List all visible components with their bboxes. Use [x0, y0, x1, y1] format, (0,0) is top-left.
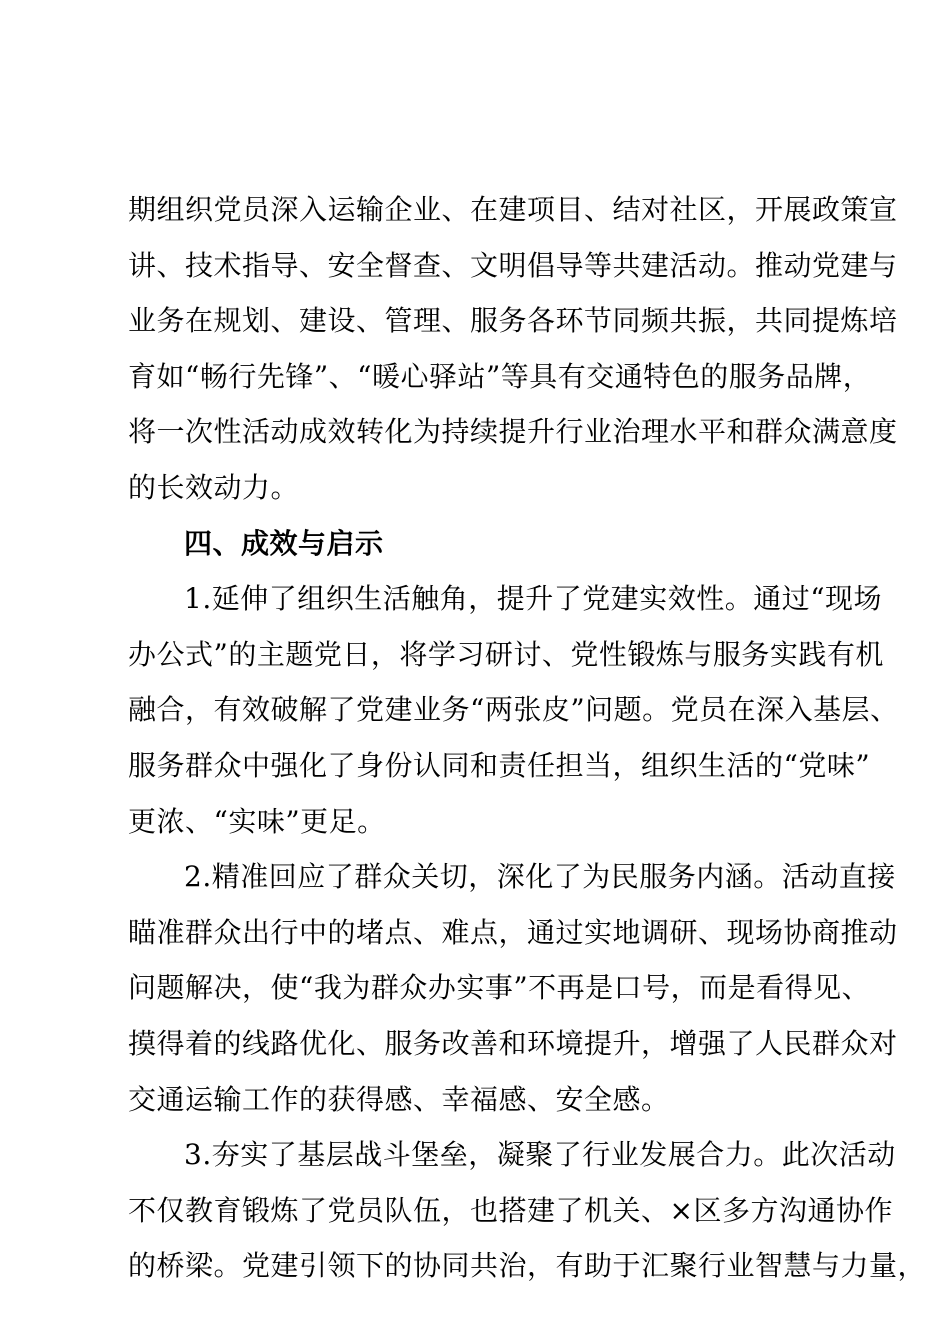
paragraph-line: 融合，有效破解了党建业务“两张皮”问题。党员在深入基层、 [128, 693, 899, 727]
paragraph-line: 育如“畅行先锋”、“暖心驿站”等具有交通特色的服务品牌， [128, 359, 872, 393]
paragraph-line: 期组织党员深入运输企业、在建项目、结对社区，开展政策宣 [128, 193, 898, 226]
paragraph-line: 2.精准回应了群众关切，深化了为民服务内涵。活动直接 [184, 860, 896, 894]
paragraph-line: 将一次性活动成效转化为持续提升行业治理水平和群众满意度 [128, 415, 898, 449]
paragraph-line: 办公式”的主题党日，将学习研讨、党性锻炼与服务实践有机 [128, 637, 884, 671]
paragraph-line: 的长效动力。 [128, 470, 300, 504]
paragraph-line: 瞄准群众出行中的堵点、难点，通过实地调研、现场协商推动 [128, 915, 898, 949]
paragraph-line: 服务群众中强化了身份认同和责任担当，组织生活的“党味” [128, 748, 871, 782]
paragraph-line: 的桥梁。党建引领下的协同共治，有助于汇聚行业智慧与力量， [128, 1249, 927, 1283]
paragraph-line: 3.夯实了基层战斗堡垒，凝聚了行业发展合力。此次活动 [184, 1138, 896, 1172]
paragraph-line: 交通运输工作的获得感、幸福感、安全感。 [128, 1082, 670, 1116]
paragraph-line: 不仅教育锻炼了党员队伍，也搭建了机关、×区多方沟通协作 [128, 1193, 893, 1227]
paragraph-line: 更浓、“实味”更足。 [128, 804, 386, 838]
paragraph-line: 问题解决，使“我为群众办实事”不再是口号，而是看得见、 [128, 971, 871, 1005]
paragraph-line: 摸得着的线路优化、服务改善和环境提升，增强了人民群众对 [128, 1026, 898, 1060]
body-text [128, 182, 927, 1294]
section-heading: 四、成效与启示 [184, 526, 384, 560]
paragraph-line: 讲、技术指导、安全督查、文明倡导等共建活动。推动党建与 [128, 248, 898, 282]
paragraph-line: 业务在规划、建设、管理、服务各环节同频共振，共同提炼培 [128, 304, 898, 338]
paragraph-line: 1.延伸了组织生活触角，提升了党建实效性。通过“现场 [184, 582, 883, 616]
